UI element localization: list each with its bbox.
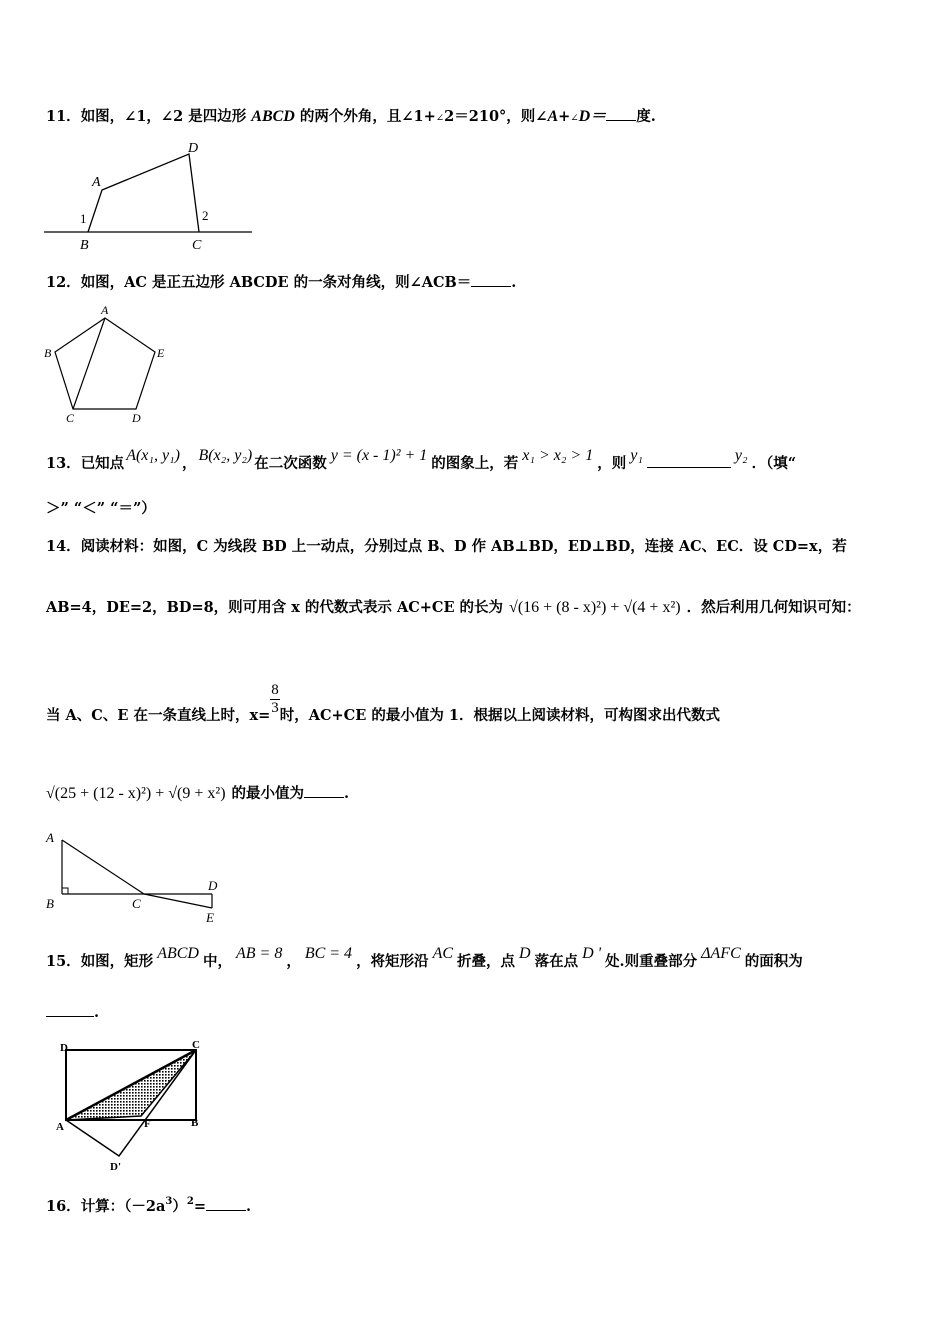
q15-figure	[54, 1038, 214, 1178]
q13-text: 13．已知点 A(x₁, y₁) ， B(x₂, y₂) 在二次函数 y = (x - 1)² + 1 的图象上，若 x₁ > x₂ > 1 ，则 y₁ y₂ ．（填“	[46, 447, 797, 472]
q16-number: 16．	[46, 1198, 81, 1215]
q12-text: 12．如图，AC 是正五边形 ABCDE 的一条对角线，则∠ACB＝ .	[46, 274, 517, 291]
q15-number: 15．	[46, 953, 81, 970]
q12-figure	[44, 302, 174, 427]
q13-text-line2: ＞” “＜” “＝”）	[46, 500, 156, 517]
q15-label-b: B	[191, 1117, 199, 1129]
q13-number: 13．	[46, 455, 81, 472]
q14-fraction: $\frac{8}{3}$	[271, 682, 279, 716]
q14-answer-blank[interactable]	[304, 783, 344, 798]
q15-answer-blank[interactable]	[46, 1002, 94, 1017]
q13-point-b: B(x₂, y₂)	[198, 447, 253, 464]
q11-label-2: 2	[202, 208, 209, 223]
q13-point-a: A(x₁, y₁)	[126, 447, 180, 464]
q11-text: 11．如图，∠1，∠2 是四边形 ABCD 的两个外角，且∠1+∠2＝210°，则∠A+∠D＝ 度.	[46, 108, 656, 125]
q14-text-line4: √(25 + (12 - x)²) + √(9 + x²) 的最小值为 .	[46, 785, 350, 802]
q11-figure	[44, 138, 254, 253]
q13-function: y = (x - 1)² + 1	[330, 447, 428, 464]
q13-condition: x₁ > x₂ > 1	[522, 447, 594, 464]
q12-label-d: D	[132, 411, 141, 425]
q12-label-b: B	[44, 346, 52, 360]
q15-label-a: A	[56, 1121, 64, 1133]
q14-label-d: D	[208, 878, 218, 893]
q14-label-e: E	[206, 910, 214, 925]
q15-label-dprime: D'	[110, 1161, 121, 1173]
q15-text: 15．如图，矩形 ABCD 中， AB = 8 ， BC = 4 ，将矩形沿 AC 折叠，点 D 落在点 D ' 处.则重叠部分 ΔAFC 的面积为	[46, 945, 803, 970]
q14-text-line1: 14．阅读材料：如图，C 为线段 BD 上一动点，分别过点 B、D 作 AB⊥BD，ED⊥BD，连接 AC、EC．设 CD=x，若	[46, 538, 847, 555]
q13-answer-blank[interactable]	[647, 453, 731, 468]
q11-number: 11．	[46, 108, 81, 125]
q11-label-a: A	[92, 175, 101, 190]
q11-label-d: D	[188, 141, 199, 156]
q11-label-b: B	[80, 238, 89, 253]
q14-label-b: B	[46, 896, 54, 911]
q11-label-c: C	[192, 238, 202, 253]
q15-label-d: D	[60, 1042, 68, 1054]
q16-answer-blank[interactable]	[206, 1196, 246, 1211]
q12-label-a: A	[101, 303, 109, 317]
q12-label-e: E	[157, 346, 165, 360]
q12-answer-blank[interactable]	[471, 272, 511, 287]
q11-answer-blank[interactable]	[606, 106, 636, 121]
q15-label-c: C	[192, 1039, 200, 1051]
q16-text: 16．计算：$(-2a^3)^2=$ .	[46, 1196, 252, 1215]
q12-number: 12．	[46, 274, 81, 291]
q14-number: 14．	[46, 538, 81, 555]
q15-text-line2: .	[46, 1002, 99, 1021]
q15-label-f: F	[144, 1118, 151, 1130]
q14-label-a: A	[46, 830, 54, 845]
q14-label-c: C	[132, 896, 141, 911]
q12-label-c: C	[66, 411, 75, 425]
q14-expression-2: √(25 + (12 - x)²) + √(9 + x²)	[46, 785, 226, 802]
q14-figure	[44, 828, 224, 926]
q14-text-line3: 当 A、C、E 在一条直线上时，x= $\frac{8}{3}$ 时，AC+CE 的最小值为 1．根据以上阅读材料，可构图求出代数式	[46, 682, 720, 724]
q14-text-line2: AB=4，DE=2，BD=8，则可用含 x 的代数式表示 AC+CE 的长为 √(16 + (8 - x)²) + √(4 + x²) ．然后利用几何知识可知：	[46, 599, 861, 616]
q14-expression-1: √(16 + (8 - x)²) + √(4 + x²)	[509, 599, 681, 616]
q11-label-1: 1	[80, 211, 87, 226]
